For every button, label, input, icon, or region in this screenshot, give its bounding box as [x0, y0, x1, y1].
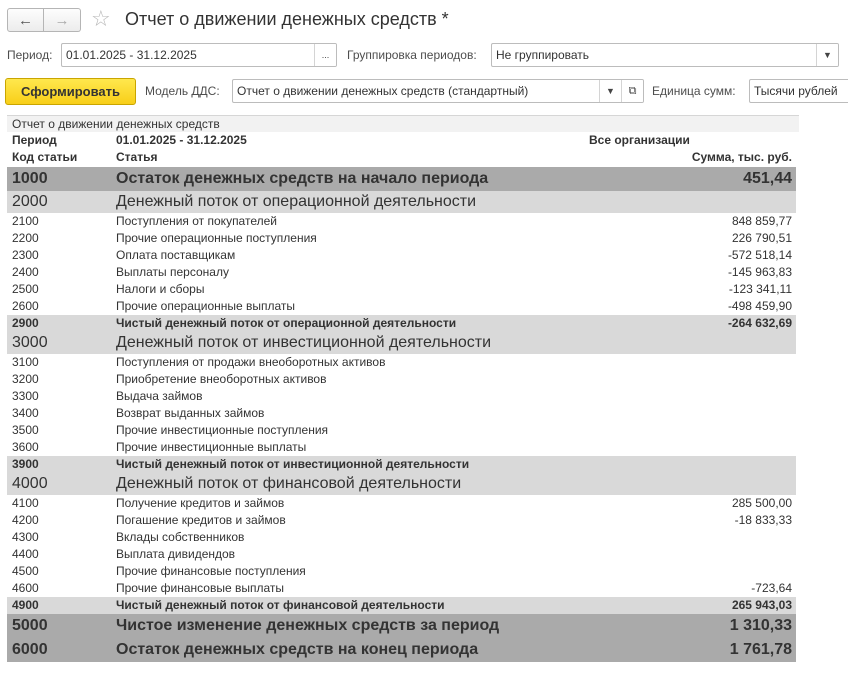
row-amount: -145 963,83 [727, 265, 792, 279]
report-period-value: 01.01.2025 - 31.12.2025 [116, 133, 247, 147]
report-row-4300[interactable] [7, 529, 796, 546]
row-name: Выдача займов [116, 389, 203, 403]
row-code: 2900 [12, 316, 39, 330]
row-name: Возврат выданных займов [116, 406, 265, 420]
row-amount: 1 310,33 [729, 617, 792, 634]
row-code: 3100 [12, 355, 39, 369]
row-code: 3200 [12, 372, 39, 386]
report-row-2000[interactable] [7, 191, 796, 213]
report-row-4600[interactable] [7, 580, 796, 597]
row-name: Поступления от продажи внеоборотных активов [116, 355, 386, 369]
units-value[interactable]: Тысячи рублей [754, 84, 838, 98]
row-name: Чистый денежный поток от финансовой деятельности [116, 598, 445, 612]
row-amount: 265 943,03 [731, 598, 792, 612]
row-code: 3500 [12, 423, 39, 437]
row-code: 4000 [12, 475, 48, 492]
row-name: Чистый денежный поток от операционной деятельности [116, 316, 457, 330]
report-row-2500[interactable] [7, 281, 796, 298]
row-code: 4600 [12, 581, 39, 595]
arrow-left-icon: ← [18, 11, 33, 29]
grouping-label: Группировка периодов: [347, 48, 477, 62]
row-code: 2400 [12, 265, 39, 279]
report-row-4100[interactable] [7, 495, 796, 512]
row-name: Чистый денежный поток от инвестиционной деятельности [116, 457, 470, 471]
row-name: Прочие операционные выплаты [116, 299, 296, 313]
row-code: 2600 [12, 299, 39, 313]
row-name: Оплата поставщикам [116, 248, 236, 262]
report-row-3000[interactable] [7, 332, 796, 354]
col-header-code: Код статьи [12, 150, 78, 164]
report-organizations: Все организации [589, 133, 690, 147]
report-row-3400[interactable] [7, 405, 796, 422]
col-header-name: Статья [116, 150, 158, 164]
report-row-2400[interactable] [7, 264, 796, 281]
report-row-5000[interactable] [7, 614, 796, 638]
period-select-button[interactable]: ... [314, 44, 336, 66]
row-code: 6000 [12, 641, 48, 658]
row-amount: -723,64 [751, 581, 792, 595]
row-name: Прочие финансовые поступления [116, 564, 306, 578]
period-value[interactable]: 01.01.2025 - 31.12.2025 [66, 48, 197, 62]
report-row-3500[interactable] [7, 422, 796, 439]
row-amount: -572 518,14 [727, 248, 792, 262]
row-name: Денежный поток от инвестиционной деятельности [116, 334, 492, 351]
row-name: Денежный поток от финансовой деятельности [116, 475, 462, 492]
row-code: 4100 [12, 496, 39, 510]
report-row-4500[interactable] [7, 563, 796, 580]
row-amount: 451,44 [743, 170, 792, 187]
row-amount: -18 833,33 [734, 513, 792, 527]
row-code: 3900 [12, 457, 39, 471]
row-name: Прочие инвестиционные выплаты [116, 440, 307, 454]
model-open-icon[interactable]: ⧉ [621, 80, 643, 102]
report-row-2200[interactable] [7, 230, 796, 247]
model-select[interactable] [232, 79, 644, 103]
report-row-3200[interactable] [7, 371, 796, 388]
row-code: 3600 [12, 440, 39, 454]
row-name: Остаток денежных средств на начало периода [116, 170, 489, 187]
row-code: 2300 [12, 248, 39, 262]
row-amount: 285 500,00 [731, 496, 792, 510]
row-name: Налоги и сборы [116, 282, 205, 296]
row-code: 2200 [12, 231, 39, 245]
units-select[interactable] [749, 79, 848, 103]
row-name: Остаток денежных средств на конец периода [116, 641, 479, 658]
report-period-label: Период [12, 133, 57, 147]
forward-button[interactable] [44, 8, 81, 32]
row-name: Выплаты персоналу [116, 265, 229, 279]
row-code: 4400 [12, 547, 39, 561]
row-code: 2100 [12, 214, 39, 228]
row-code: 4200 [12, 513, 39, 527]
grouping-select[interactable] [491, 43, 839, 67]
row-code: 2000 [12, 193, 48, 210]
model-dropdown-icon[interactable]: ▼ [599, 80, 621, 102]
row-name: Прочие инвестиционные поступления [116, 423, 329, 437]
row-amount: 1 761,78 [729, 641, 792, 658]
favorite-star-icon[interactable]: ☆ [91, 6, 111, 31]
report-row-3100[interactable] [7, 354, 796, 371]
row-code: 3300 [12, 389, 39, 403]
report-row-3300[interactable] [7, 388, 796, 405]
row-code: 2500 [12, 282, 39, 296]
row-code: 5000 [12, 617, 48, 634]
report-row-3900[interactable] [7, 456, 796, 473]
report-row-4200[interactable] [7, 512, 796, 529]
row-name: Денежный поток от операционной деятельности [116, 193, 477, 210]
row-code: 4300 [12, 530, 39, 544]
row-amount: -264 632,69 [727, 316, 792, 330]
report-title: Отчет о движении денежных средств [7, 115, 799, 132]
row-name: Получение кредитов и займов [116, 496, 285, 510]
row-name: Погашение кредитов и займов [116, 513, 286, 527]
row-code: 4900 [12, 598, 39, 612]
row-code: 1000 [12, 170, 48, 187]
generate-button[interactable]: Сформировать [5, 78, 136, 105]
back-button[interactable] [7, 8, 44, 32]
row-code: 4500 [12, 564, 39, 578]
row-name: Выплата дивидендов [116, 547, 236, 561]
row-name: Чистое изменение денежных средств за период [116, 617, 500, 634]
model-label: Модель ДДС: [145, 84, 220, 98]
row-code: 3400 [12, 406, 39, 420]
report-row-2300[interactable] [7, 247, 796, 264]
row-amount: 848 859,77 [731, 214, 792, 228]
period-label: Период: [7, 48, 53, 62]
grouping-value[interactable]: Не группировать [496, 48, 590, 62]
window-title: Отчет о движении денежных средств * [125, 9, 449, 29]
row-amount: 226 790,51 [731, 231, 792, 245]
period-field[interactable] [61, 43, 337, 67]
row-name: Прочие операционные поступления [116, 231, 317, 245]
row-name: Вклады собственников [116, 530, 245, 544]
row-amount: -498 459,90 [727, 299, 792, 313]
report-row-6000[interactable] [7, 638, 796, 662]
report-row-3600[interactable] [7, 439, 796, 456]
report-row-4400[interactable] [7, 546, 796, 563]
report-row-4900[interactable] [7, 597, 796, 614]
row-name: Приобретение внеоборотных активов [116, 372, 327, 386]
row-code: 3000 [12, 334, 48, 351]
report-row-1000[interactable] [7, 167, 796, 191]
row-name: Прочие финансовые выплаты [116, 581, 285, 595]
report-row-4000[interactable] [7, 473, 796, 495]
report-row-2600[interactable] [7, 298, 796, 315]
model-value[interactable]: Отчет о движении денежных средств (стандартный) [237, 84, 529, 98]
row-amount: -123 341,11 [728, 282, 792, 296]
report-row-2100[interactable] [7, 213, 796, 230]
arrow-right-icon: → [54, 11, 70, 29]
col-header-amount: Сумма, тыс. руб. [691, 150, 792, 164]
row-name: Поступления от покупателей [116, 214, 277, 228]
nav-buttons [7, 8, 81, 32]
units-label: Единица сумм: [652, 84, 736, 98]
grouping-dropdown-icon[interactable]: ▼ [816, 44, 838, 66]
report-row-2900[interactable] [7, 315, 796, 332]
title-bar [0, 0, 848, 40]
